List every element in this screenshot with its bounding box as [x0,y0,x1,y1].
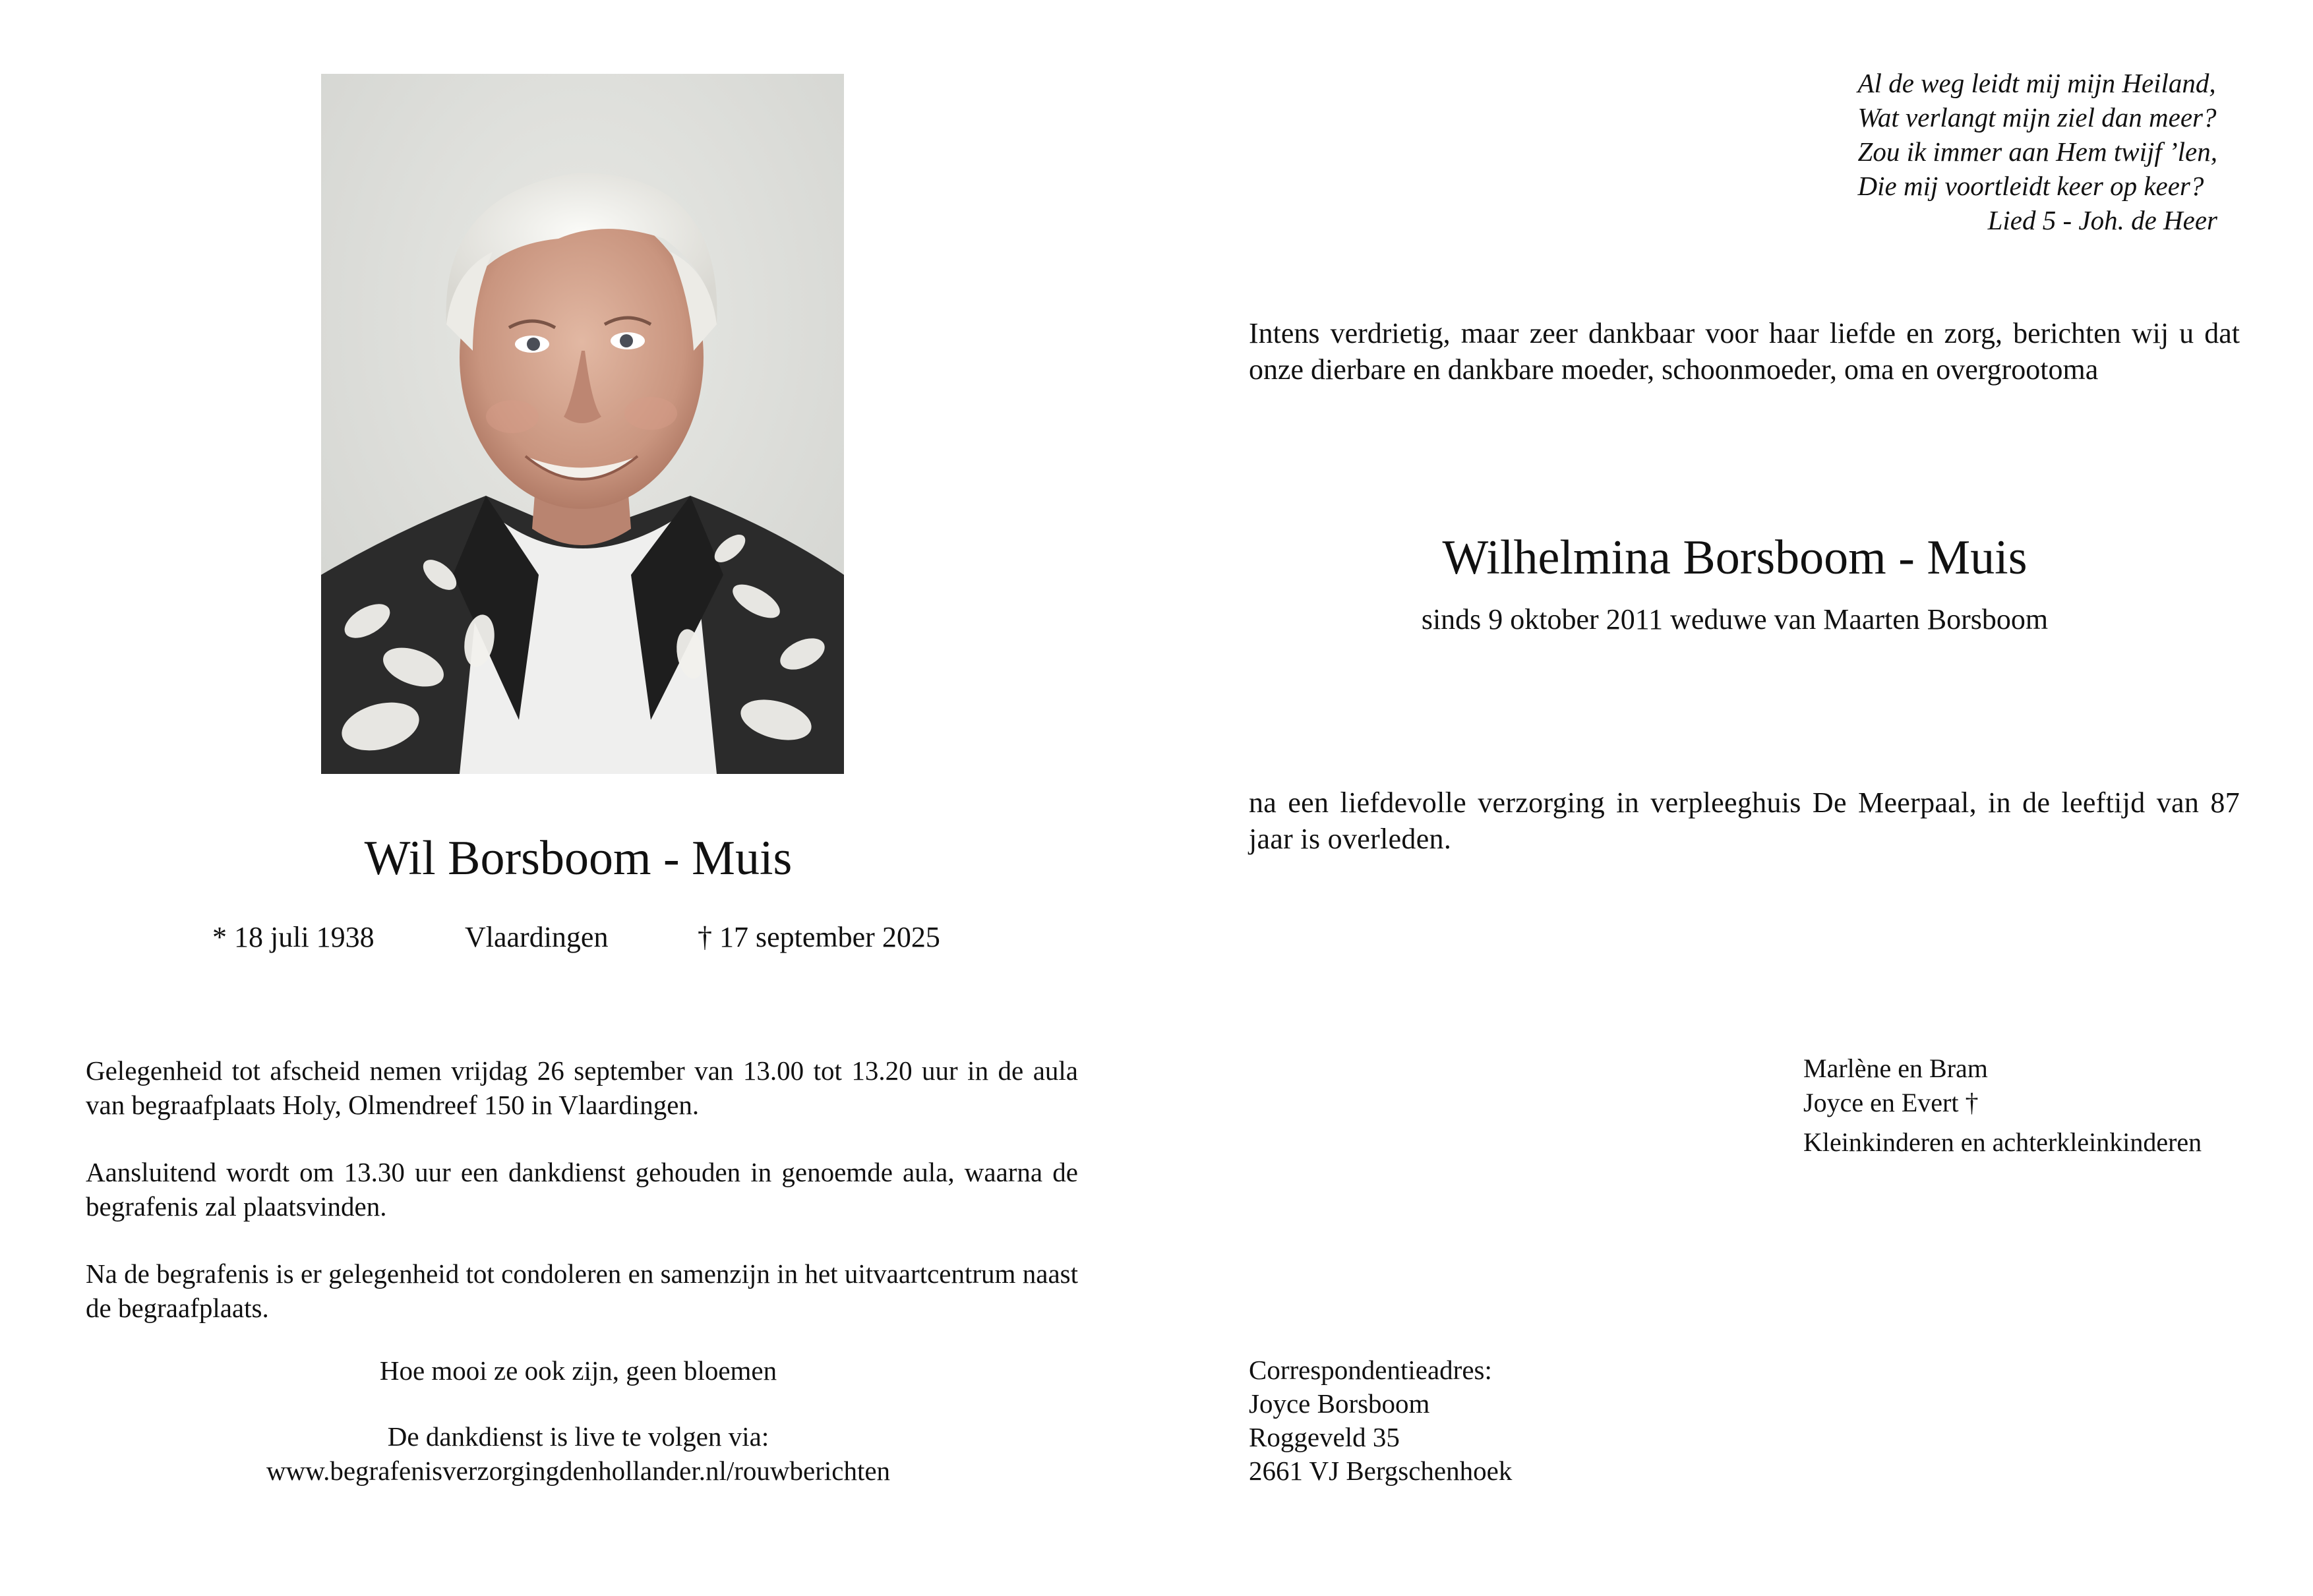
short-name: Wil Borsboom - Muis [364,831,793,885]
family-extra: Kleinkinderen en achterkleinkinderen [1803,1127,2202,1157]
poem-source: Lied 5 - Joh. de Heer [1987,205,2217,235]
portrait-illustration [321,74,844,774]
poem-line: Die mij voortleidt keer op keer? [1857,171,2204,201]
correspondence-name: Joyce Borsboom [1249,1388,1430,1419]
service-details [86,1053,1078,1358]
livestream-intro: De dankdienst is live te volgen via: [387,1421,769,1452]
family-list [1803,1051,2202,1160]
widow-line: sinds 9 oktober 2011 weduwe van Maarten Borsboom [1421,603,2049,635]
farewell-paragraph: Gelegenheid tot afscheid nemen vrijdag 26 september van 13.00 tot 13.20 uur in de aula van begraafplaats Holy, Olmendreef 150 in Vlaardingen. [86,1055,1078,1120]
death-date: † 17 september 2025 [698,921,940,953]
left-panel [0,0,1156,1596]
passing-statement: na een liefdevolle verzorging in verpleeghuis De Meerpaal, in de leeftijd van 87 jaar is overleden. [1249,786,2240,855]
no-flowers-note: Hoe mooi ze ook zijn, geen bloemen [379,1355,777,1386]
livestream-url[interactable]: www.begrafenisverzorgingdenhollander.nl/rouwberichten [266,1456,891,1486]
family-member: Joyce en Evert † [1803,1088,1979,1117]
birth-date: * 18 juli 1938 [212,921,375,953]
condolence-paragraph: Na de begrafenis is er gelegenheid tot condoleren en samenzijn in het uitvaartcentrum naast de begraafplaats. [86,1258,1078,1323]
announcement-intro: Intens verdrietig, maar zeer dankbaar voor haar liefde en zorg, berichten wij u dat onze dierbare en dankbare moeder, schoonmoeder, oma en overgrootoma [1249,317,2240,386]
family-member: Marlène en Bram [1803,1053,1988,1083]
poem-line: Wat verlangt mijn ziel dan meer? [1857,102,2217,133]
portrait-photo [321,74,844,774]
correspondence-label: Correspondentieadres: [1249,1355,1492,1385]
right-panel [1156,0,2313,1596]
correspondence-street: Roggeveld 35 [1249,1422,1400,1452]
correspondence-address [1249,1353,1512,1488]
full-name: Wilhelmina Borsboom - Muis [1442,531,2028,585]
poem-line: Al de weg leidt mij mijn Heiland, [1857,68,2216,98]
birth-place: Vlaardingen [465,921,609,953]
correspondence-city: 2661 VJ Bergschenhoek [1249,1456,1513,1486]
poem-line: Zou ik immer aan Hem twijf ’len, [1857,136,2217,167]
service-paragraph: Aansluitend wordt om 13.30 uur een dankdienst gehouden in genoemde aula, waarna de begrafenis zal plaatsvinden. [86,1157,1078,1222]
livestream-note [0,1419,1156,1488]
poem [1858,66,2217,237]
